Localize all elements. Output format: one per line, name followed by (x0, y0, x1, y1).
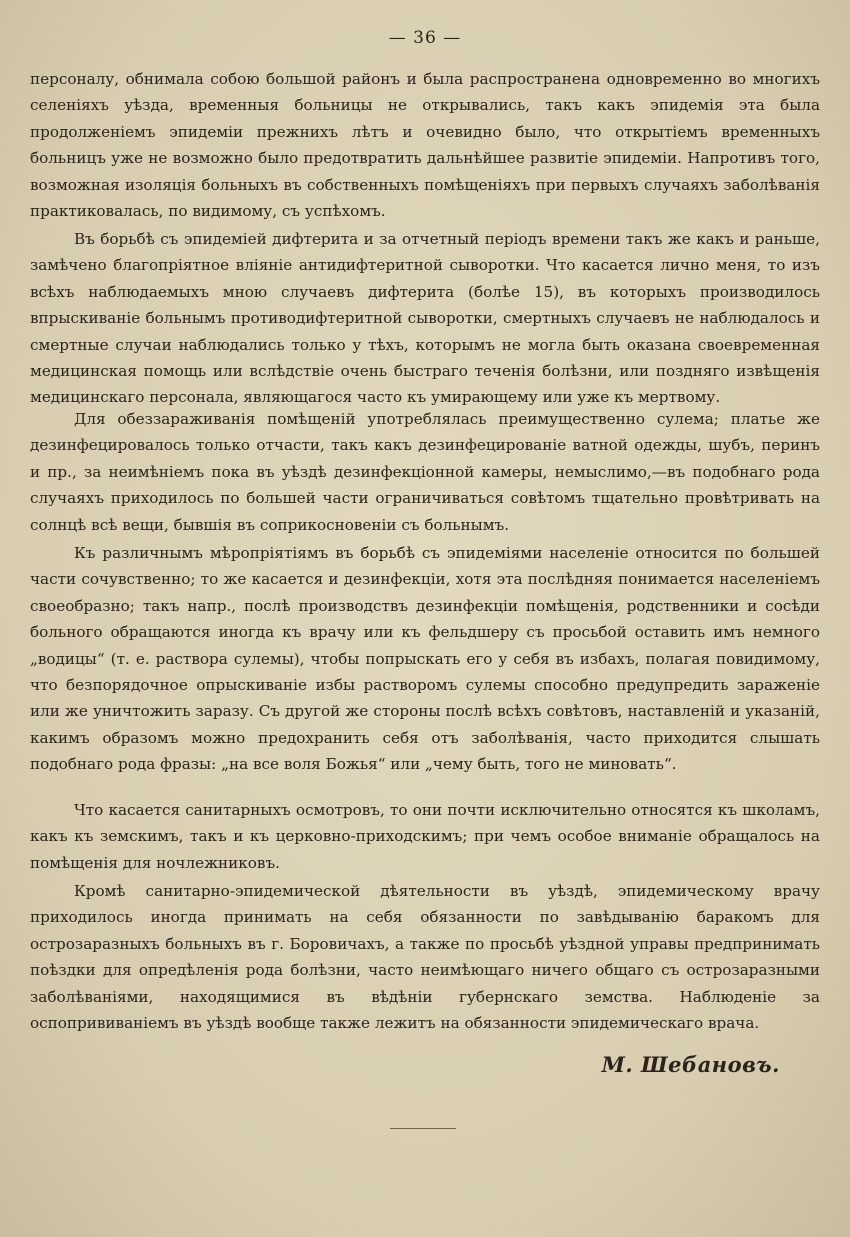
author-signature: М. Шебановъ. (601, 1052, 780, 1077)
paragraph-text: Въ борьбѣ съ эпидеміей дифтерита и за отчетный періодъ времени такъ же какъ и раньше, замѣчено благопріятное вліяніе антидифтеритной сыворотки. Что касается лично меня, то изъ всѣхъ наблюдаемыхъ мною случаевъ дифтерита (болѣе 15), въ которыхъ производилось впрыскиваніе больнымъ противодифтеритной сыворотки, смертныхъ случаевъ не наблюдалось и смертные случаи наблюдались только у тѣхъ, которымъ не могла быть оказана своевременная медицинская помощь или вслѣдствіе очень быстраго теченія болѣзни, или поздняго извѣщенія медицинскаго персонала, являющагося часто къ умирающему или уже къ мертвому. (30, 230, 820, 407)
paragraph-1 (30, 66, 820, 224)
end-divider (390, 1128, 456, 1129)
paragraph-text: Къ различнымъ мѣропріятіямъ въ борьбѣ съ эпидеміями населеніе относится по большей части сочувственно; то же касается и дезинфекціи, хотя эта послѣдняя понимается населеніемъ своеобразно; такъ напр., послѣ производствъ дезинфекціи помѣщенія, родственники и сосѣди больного обращаются иногда къ врачу или къ фельдшеру съ просьбой оставить имъ немного „водицы“ (т. е. раствора сулемы), чтобы попрыскать его у себя въ избахъ, полагая повидимому, что безпорядочное опрыскиваніе избы растворомъ сулемы способно предупредить зараженіе или же уничтожить заразу. Съ другой же стороны послѣ всѣхъ совѣтовъ, наставленій и указаній, какимъ образомъ можно предохранить себя отъ заболѣванія, часто приходится слышать подобнаго рода фразы: „на все воля Божья“ или „чему быть, того не миновать“. (30, 544, 820, 774)
paragraph-5 (30, 797, 820, 876)
paragraph-text: Для обеззараживанія помѣщеній употреблялась преимущественно сулема; платье же дезинфецировалось только отчасти, такъ какъ дезинфецированіе ватной одежды, шубъ, перинъ и пр., за неимѣніемъ пока въ уѣздѣ дезинфекціонной камеры, немыслимо,—въ подобнаго рода случаяхъ приходилось по большей части ограничиваться совѣтомъ тщательно провѣтривать на солнцѣ всѣ вещи, бывшія въ соприкосновеніи съ больнымъ. (30, 410, 820, 534)
page-number: — 36 — (388, 28, 462, 48)
paragraph-text: Кромѣ санитарно-эпидемической дѣятельности въ уѣздѣ, эпидемическому врачу приходилось иногда принимать на себя обязанности по завѣдыванію баракомъ для острозаразныхъ больныхъ въ г. Боровичахъ, а также по просьбѣ уѣздной управы предпринимать поѣздки для опредѣленія рода болѣзни, часто неимѣющаго ничего общаго съ острозаразными заболѣваніями, находящимися въ вѣдѣніи губернскаго земства. Наблюденіе за оспопрививаніемъ въ уѣздѣ вообще также лежитъ на обязанности эпидемическаго врача. (30, 882, 820, 1033)
paragraph-3 (30, 406, 820, 538)
paragraph-6 (30, 878, 820, 1036)
paragraph-4 (30, 540, 820, 778)
paragraph-2 (30, 226, 820, 411)
paragraph-text: персоналу, обнимала собою большой районъ и была распространена одновременно во многихъ селеніяхъ уѣзда, временныя больницы не открывались, такъ какъ эпидемія эта была продолженіемъ эпидеміи прежнихъ лѣтъ и очевидно было, что открытіемъ временныхъ больницъ уже не возможно было предотвратить дальнѣйшее развитіе эпидеміи. Напротивъ того, возможная изоляція больныхъ въ собственныхъ помѣщеніяхъ при первыхъ случаяхъ заболѣванія практиковалась, по видимому, съ успѣхомъ. (30, 70, 820, 221)
paragraph-text: Что касается санитарныхъ осмотровъ, то они почти исключительно относятся къ школамъ, какъ къ земскимъ, такъ и къ церковно-приходскимъ; при чемъ особое вниманіе обращалось на помѣщенія для ночлежниковъ. (30, 801, 820, 872)
